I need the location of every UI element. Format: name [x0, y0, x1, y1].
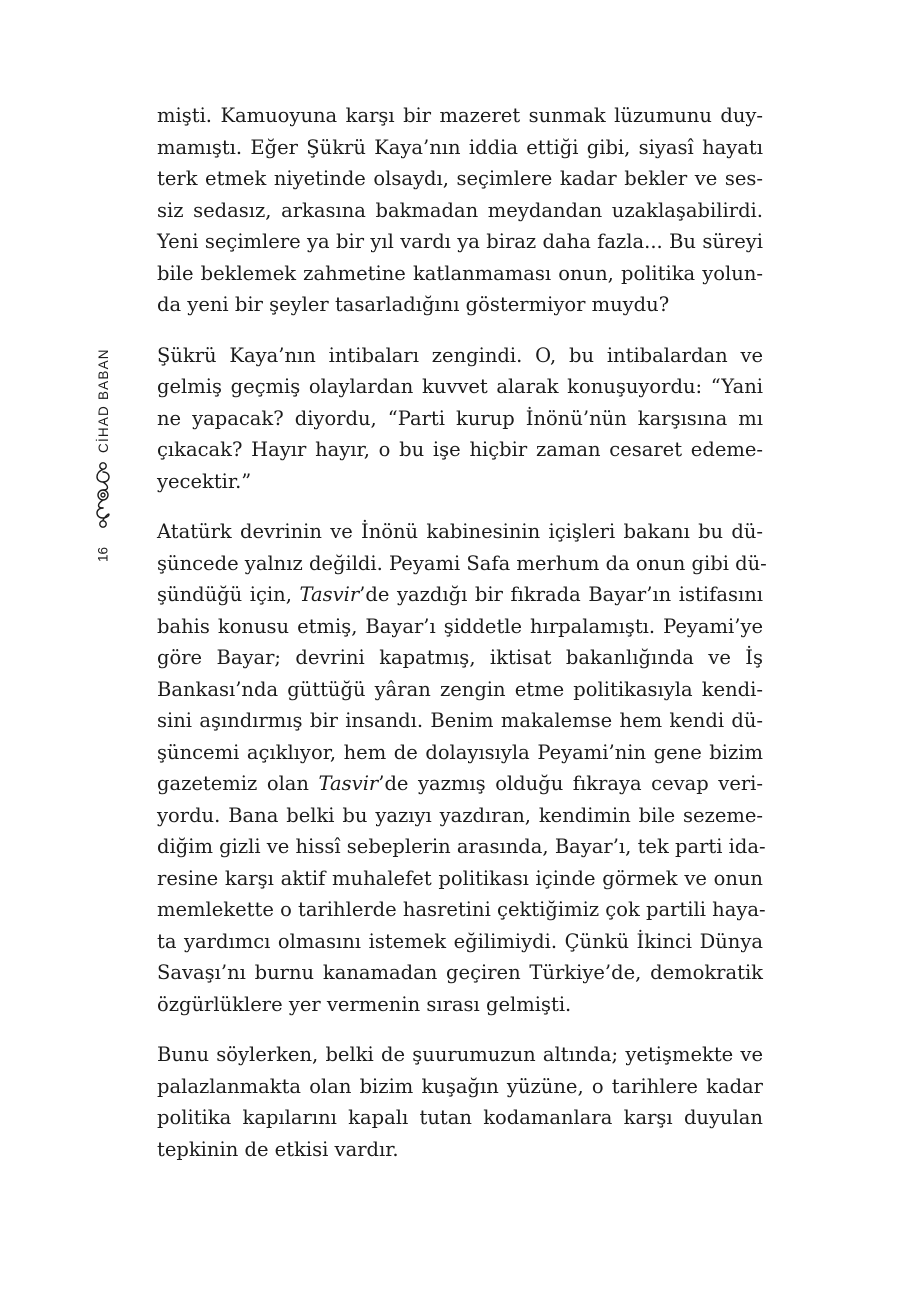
text-line: mamıştı. Eğer Şükrü Kaya’nın iddia ettiği gibi, siyasî hayatı: [157, 135, 763, 159]
author-running-title: CİHAD BABAN: [96, 348, 111, 453]
text-line: mişti. Kamuoyuna karşı bir mazeret sunmak lüzumunu duy-: [157, 104, 763, 127]
text-line: bahis konusu etmiş, Bayar’ı şiddetle hırpalamıştı. Peyami’ye: [157, 614, 763, 638]
running-head: [88, 325, 118, 575]
text-line: yordu. Bana belki bu yazıyı yazdıran, kendimin bile sezeme-: [157, 803, 763, 827]
paragraph: [157, 340, 763, 498]
text-line: Savaşı’nı burnu kanamadan geçiren Türkiye’de, demokratik: [157, 961, 763, 984]
text-line: tepkinin de etkisi vardır.: [157, 1137, 399, 1161]
text-line: gelmiş geçmiş olaylardan kuvvet alarak konuşuyordu: “Yani: [157, 375, 763, 398]
paragraph: [157, 516, 767, 1020]
paragraph: [157, 100, 763, 321]
text-line: siz sedasız, arkasına bakmadan meydandan uzaklaşabilirdi.: [157, 198, 763, 222]
text-line: resine karşı aktif muhalefet politikası içinde görmek ve onun: [157, 866, 763, 890]
text-line: sini aşındırmış bir insandı. Benim makalemse hem kendi dü-: [157, 709, 763, 732]
italic-title: Tasvir: [318, 772, 379, 795]
italic-title: Tasvir: [299, 583, 360, 606]
text-line: şüncemi açıklıyor, hem de dolayısıyla Peyami’nin gene bizim: [157, 740, 763, 764]
text-line: yecektir.”: [157, 469, 252, 493]
text-line: Bunu söylerken, belki de şuurumuzun altında; yetişmekte ve: [157, 1043, 763, 1066]
text-line: gazetemiz olan Tasvir’de yazmış olduğu fıkraya cevap veri-: [157, 772, 764, 795]
text-line: çıkacak? Hayır hayır, o bu işe hiçbir zaman cesaret edeme-: [157, 438, 763, 461]
text-line: diğim gizli ve hissî sebeplerin arasında, Bayar’ı, tek parti ida-: [157, 835, 766, 858]
text-line: da yeni bir şeyler tasarladığını göstermiyor muydu?: [157, 293, 670, 316]
text-line: bile beklemek zahmetine katlanmaması onun, politika yolun-: [157, 261, 763, 285]
text-line: ta yardımcı olmasını istemek eğilimiydi. Çünkü İkinci Dünya: [157, 929, 763, 953]
text-line: özgürlüklere yer vermenin sırası gelmişti.: [157, 992, 572, 1016]
text-line: ne yapacak? diyordu, “Parti kurup İnönü’nün karşısına mı: [157, 406, 763, 430]
body-text: [157, 100, 767, 1184]
text-line: Atatürk devrinin ve İnönü kabinesinin içişleri bakanı bu dü-: [157, 520, 763, 543]
text-line: Bankası’nda güttüğü yâran zengin etme politikasıyla kendi-: [157, 677, 763, 701]
text-line: Yeni seçimlere ya bir yıl vardı ya biraz daha fazla... Bu süreyi: [157, 230, 763, 253]
text-line: memlekette o tarihlerde hasretini çektiğimiz çok partili haya-: [157, 898, 766, 921]
scroll-ornament-icon: [91, 460, 115, 530]
text-line: palazlanmakta olan bizim kuşağın yüzüne, o tarihlere kadar: [157, 1074, 763, 1098]
page-number: 16: [95, 546, 111, 563]
text-line: Şükrü Kaya’nın intibaları zengindi. O, bu intibalardan ve: [157, 343, 763, 367]
text-line: şüncede yalnız değildi. Peyami Safa merhum da onun gibi dü-: [157, 551, 767, 575]
text-line: terk etmek niyetinde olsaydı, seçimlere kadar bekler ve ses-: [157, 167, 763, 190]
text-line: şündüğü için, Tasvir’de yazdığı bir fıkrada Bayar’ın istifasını: [157, 583, 763, 606]
text-line: göre Bayar; devrini kapatmış, iktisat bakanlığında ve İş: [157, 646, 763, 669]
text-line: politika kapılarını kapalı tutan kodamanlara karşı duyulan: [157, 1106, 763, 1129]
paragraph: [157, 1039, 763, 1165]
